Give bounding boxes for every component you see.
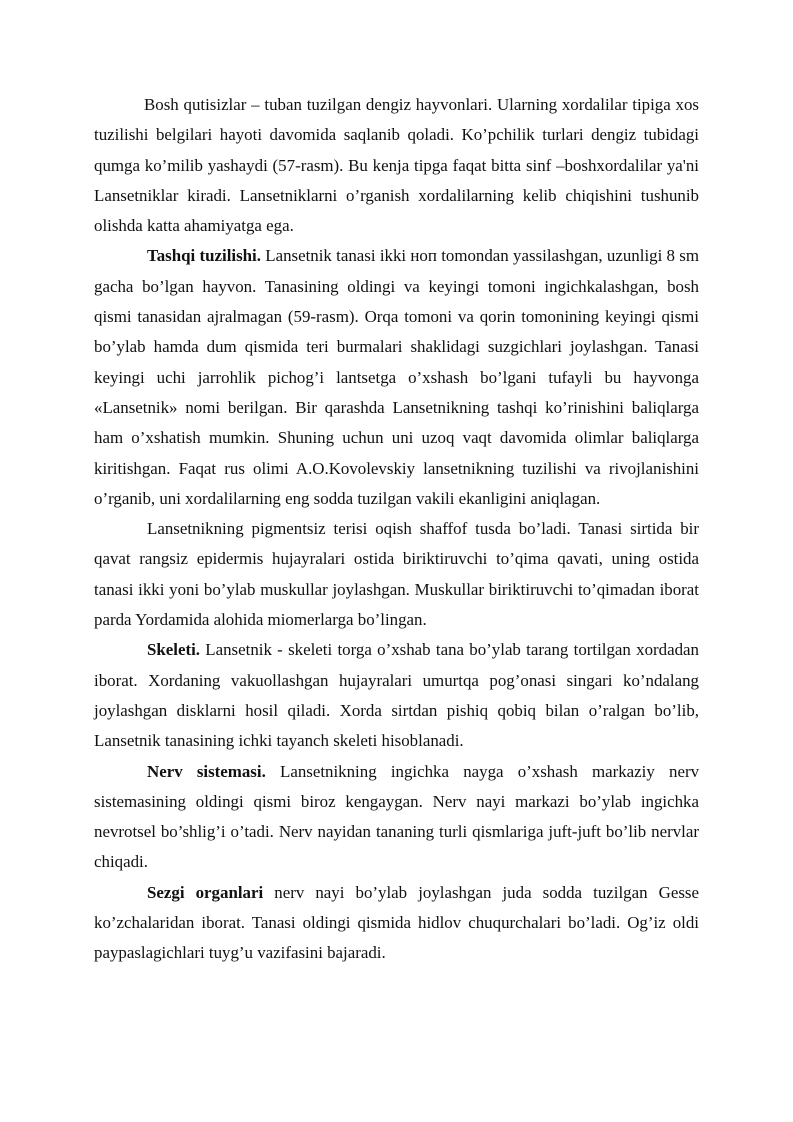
paragraph-heading: Tashqi tuzilishi. xyxy=(147,246,261,266)
paragraph-skin xyxy=(94,514,699,635)
paragraph-text: Lansetnikning ingichka nayga o’xshash markaziy nerv sistemasining oldingi qismi biroz kengaygan. Nerv nayi markazi bo’ylab ingichka nevrotsel bo’shlig’i o’tadi. Nerv nayidan tananing turli qismlariga juft-juft bo’lib nervlar chiqadi. xyxy=(94,761,700,872)
paragraph-sense-organs xyxy=(94,878,699,969)
paragraph-text: Bosh qutisizlar – tuban tuzilgan dengiz hayvonlari. Ularning xordalilar tipiga xos tuzilishi belgilari hayoti davomida saqlanib qoladi. Ko’pchilik turlari dengiz tubidagi qumga ko’milib yashaydi (57-rasm). Bu kenja tipga faqat bitta sinf –boshxordalilar ya'ni Lansetniklar kiradi. Lansetniklarni o’rganish xordalilarning kelib chiqishini tushunib olishda katta ahamiyatga ega. xyxy=(94,95,699,236)
paragraph-skeleton xyxy=(94,635,699,756)
paragraph-text: Lansetnikning pigmentsiz terisi oqish shaffof tusda bo’ladi. Tanasi sirtida bir qavat rangsiz epidermis hujayralari ostida biriktiruvchi to’qima qavati, uning ostida tanasi ikki yoni bo’ylab muskullar joylashgan. Muskullar biriktiruvchi to’qimadan iborat parda Yordamida alohida miomerlarga bo’lingan. xyxy=(94,519,699,630)
paragraph-intro xyxy=(94,90,699,241)
paragraph-external-structure xyxy=(94,241,699,514)
paragraph-text: nerv nayi bo’ylab joylashgan juda sodda tuzilgan Gesse ko’zchalaridan iborat. Tanasi oldingi qismida hidlov chuqurchalari bo’ladi. Og’iz oldi paypaslagichlari tuyg’u vazifasini bajaradi. xyxy=(94,882,699,963)
document-page xyxy=(94,90,699,969)
paragraph-heading: Nerv sistemasi. xyxy=(147,761,266,781)
paragraph-heading: Sezgi organlari xyxy=(147,882,264,902)
paragraph-text: Lansetnik - skeleti torga o’xshab tana bo’ylab tarang tortilgan xordadan iborat. Xordaning vakuollashgan hujayralari umurtqa pog’onasi singari ko’ndalang joylashgan disklarni hosil qiladi. Xorda sirtdan pishiq qobiq bilan o’ralgan bo’lib, Lansetnik tanasining ichki tayanch skeleti hisoblanadi. xyxy=(94,640,699,751)
paragraph-nervous-system xyxy=(94,757,699,878)
paragraph-heading: Skeleti. xyxy=(147,640,201,660)
paragraph-text: Lansetnik tanasi ikki ноп tomondan yassilashgan, uzunligi 8 sm gacha bo’lgan hayvon. Tanasining oldingi va keyingi tomoni ingichkalashgan, bosh qismi tanasidan ajralmagan (59-rasm). Orqa tomoni va qorin tomonining keyingi qismi bo’ylab hamda dum qismida teri burmalari shaklidagi suzgichlari joylashgan. Tanasi keyingi uchi jarrohlik pichog’i lantsetga o’xshash bo’lgani tufayli bu hayvonga «Lansetnik» nomi berilgan. Bir qarashda Lansetnikning tashqi ko’rinishini baliqlarga ham o’xshatish mumkin. Shuning uchun uni uzoq vaqt davomida olimlar baliqlarga kiritishgan. Faqat rus olimi A.O.Kovolevskiy lansetnikning tuzilishi va rivojlanishini o’rganib, uni xordalilarning eng sodda tuzilgan vakili ekanligini aniqlagan. xyxy=(94,246,699,508)
